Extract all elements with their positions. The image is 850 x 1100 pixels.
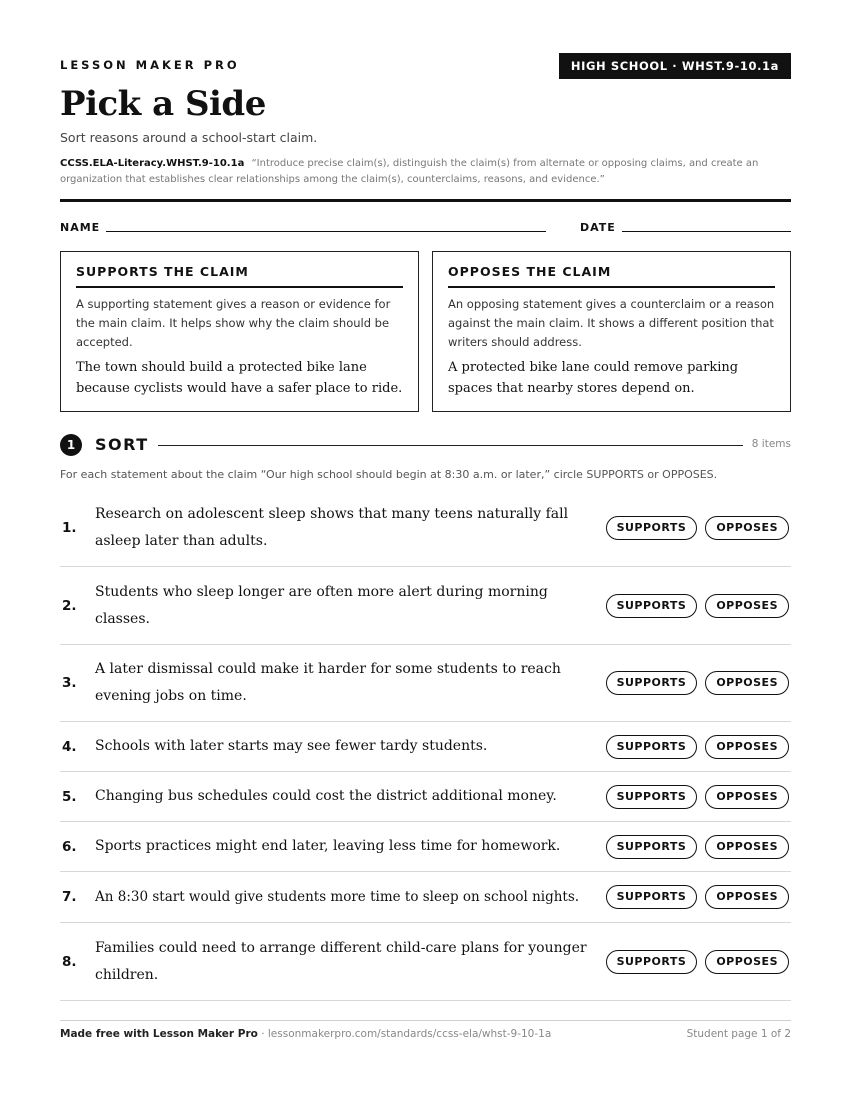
section-divider [158,445,743,446]
opposes-example: A protected bike lane could remove parking spaces that nearby stores depend on. [448,360,739,396]
supports-choice[interactable]: SUPPORTS [606,735,698,759]
standard-description [60,156,791,188]
standard-code: CCSS.ELA-Literacy.WHST.9-10.1a [60,158,245,169]
item-number: 1. [62,519,77,536]
supports-definition: A supporting statement gives a reason or evidence for the main claim. It helps show why the claim should be accepted. [76,297,391,349]
list-item [60,772,791,822]
opposes-choice[interactable]: OPPOSES [705,950,789,974]
item-number: 7. [62,889,77,905]
worksheet-page [60,0,791,1100]
item-number: 3. [62,675,77,691]
opposes-choice[interactable]: OPPOSES [705,671,789,695]
name-label: NAME [60,221,101,234]
item-statement: An 8:30 start would give students more time to sleep on school nights. [95,888,580,905]
supports-claim-box [60,251,419,412]
grade-standard-badge: HIGH SCHOOL · WHST.9-10.1a [559,53,791,79]
opposes-choice[interactable]: OPPOSES [705,735,789,759]
item-number: 8. [62,953,77,970]
page-number: Student page 1 of 2 [686,1028,791,1040]
footer-url[interactable]: · lessonmakerpro.com/standards/ccss-ela/whst-9-10-1a [261,1028,552,1040]
item-number: 4. [62,738,77,755]
page-title: Pick a Side [60,84,266,124]
choice-group [606,772,789,821]
choice-group [606,645,789,721]
supports-choice[interactable]: SUPPORTS [606,516,698,540]
supports-heading: SUPPORTS THE CLAIM [76,264,403,288]
item-number: 5. [62,788,77,805]
step-number-badge: 1 [60,434,82,456]
standard-text: “Introduce precise claim(s), distinguish the claim(s) from alternate or opposing claims, and create an organization that establishes clear relationships among the claim(s), counterclaims, reasons, and evidence.” [60,158,759,185]
statement-list [60,489,791,1001]
opposes-choice[interactable]: OPPOSES [705,785,789,809]
date-label: DATE [580,221,616,234]
choice-group [606,722,789,771]
brand-logo-text: LESSON MAKER PRO [60,58,240,72]
supports-choice[interactable]: SUPPORTS [606,671,698,695]
sort-section-header [60,434,791,456]
opposes-definition: An opposing statement gives a counterclaim or a reason against the main claim. It shows a different position that writers should address. [448,297,775,349]
list-item [60,872,791,923]
section-title: SORT [95,435,149,454]
list-item [60,722,791,772]
item-statement: Families could need to arrange different child-care plans for younger children. [95,939,587,983]
top-bar [60,53,791,79]
footer-divider [60,1020,791,1021]
date-field-line[interactable] [622,231,791,232]
supports-choice[interactable]: SUPPORTS [606,785,698,809]
list-item [60,923,791,1001]
supports-choice[interactable]: SUPPORTS [606,950,698,974]
supports-example: The town should build a protected bike lane because cyclists would have a safer place to ride. [76,360,403,396]
choice-group [606,489,789,566]
header-divider [60,199,791,202]
item-statement: A later dismissal could make it harder for some students to reach evening jobs on time. [95,661,561,704]
item-count: 8 items [751,438,791,450]
item-statement: Sports practices might end later, leaving less time for homework. [95,838,561,854]
item-number: 6. [62,838,77,855]
choice-group [606,567,789,644]
opposes-choice[interactable]: OPPOSES [705,835,789,859]
supports-choice[interactable]: SUPPORTS [606,835,698,859]
opposes-choice[interactable]: OPPOSES [705,516,789,540]
page-footer [60,1028,791,1040]
sort-instructions: For each statement about the claim “Our high school should begin at 8:30 a.m. or later,” circle SUPPORTS or OPPOSES. [60,468,718,481]
list-item [60,822,791,872]
opposes-choice[interactable]: OPPOSES [705,885,789,909]
opposes-claim-box [432,251,791,412]
list-item [60,567,791,645]
opposes-choice[interactable]: OPPOSES [705,594,789,618]
choice-group [606,822,789,871]
supports-choice[interactable]: SUPPORTS [606,885,698,909]
list-item [60,489,791,567]
page-subtitle: Sort reasons around a school-start claim. [60,130,318,145]
choice-group [606,923,789,1000]
supports-choice[interactable]: SUPPORTS [606,594,698,618]
item-statement: Changing bus schedules could cost the district additional money. [95,788,557,804]
item-number: 2. [62,597,77,614]
list-item [60,645,791,722]
item-statement: Research on adolescent sleep shows that many teens naturally fall asleep later than adults. [95,505,569,549]
opposes-heading: OPPOSES THE CLAIM [448,264,775,288]
footer-made-with: Made free with Lesson Maker Pro [60,1028,258,1040]
name-field-line[interactable] [106,231,546,232]
item-statement: Schools with later starts may see fewer tardy students. [95,738,488,754]
student-info-row [60,219,791,235]
choice-group [606,872,789,922]
item-statement: Students who sleep longer are often more alert during morning classes. [95,583,548,627]
